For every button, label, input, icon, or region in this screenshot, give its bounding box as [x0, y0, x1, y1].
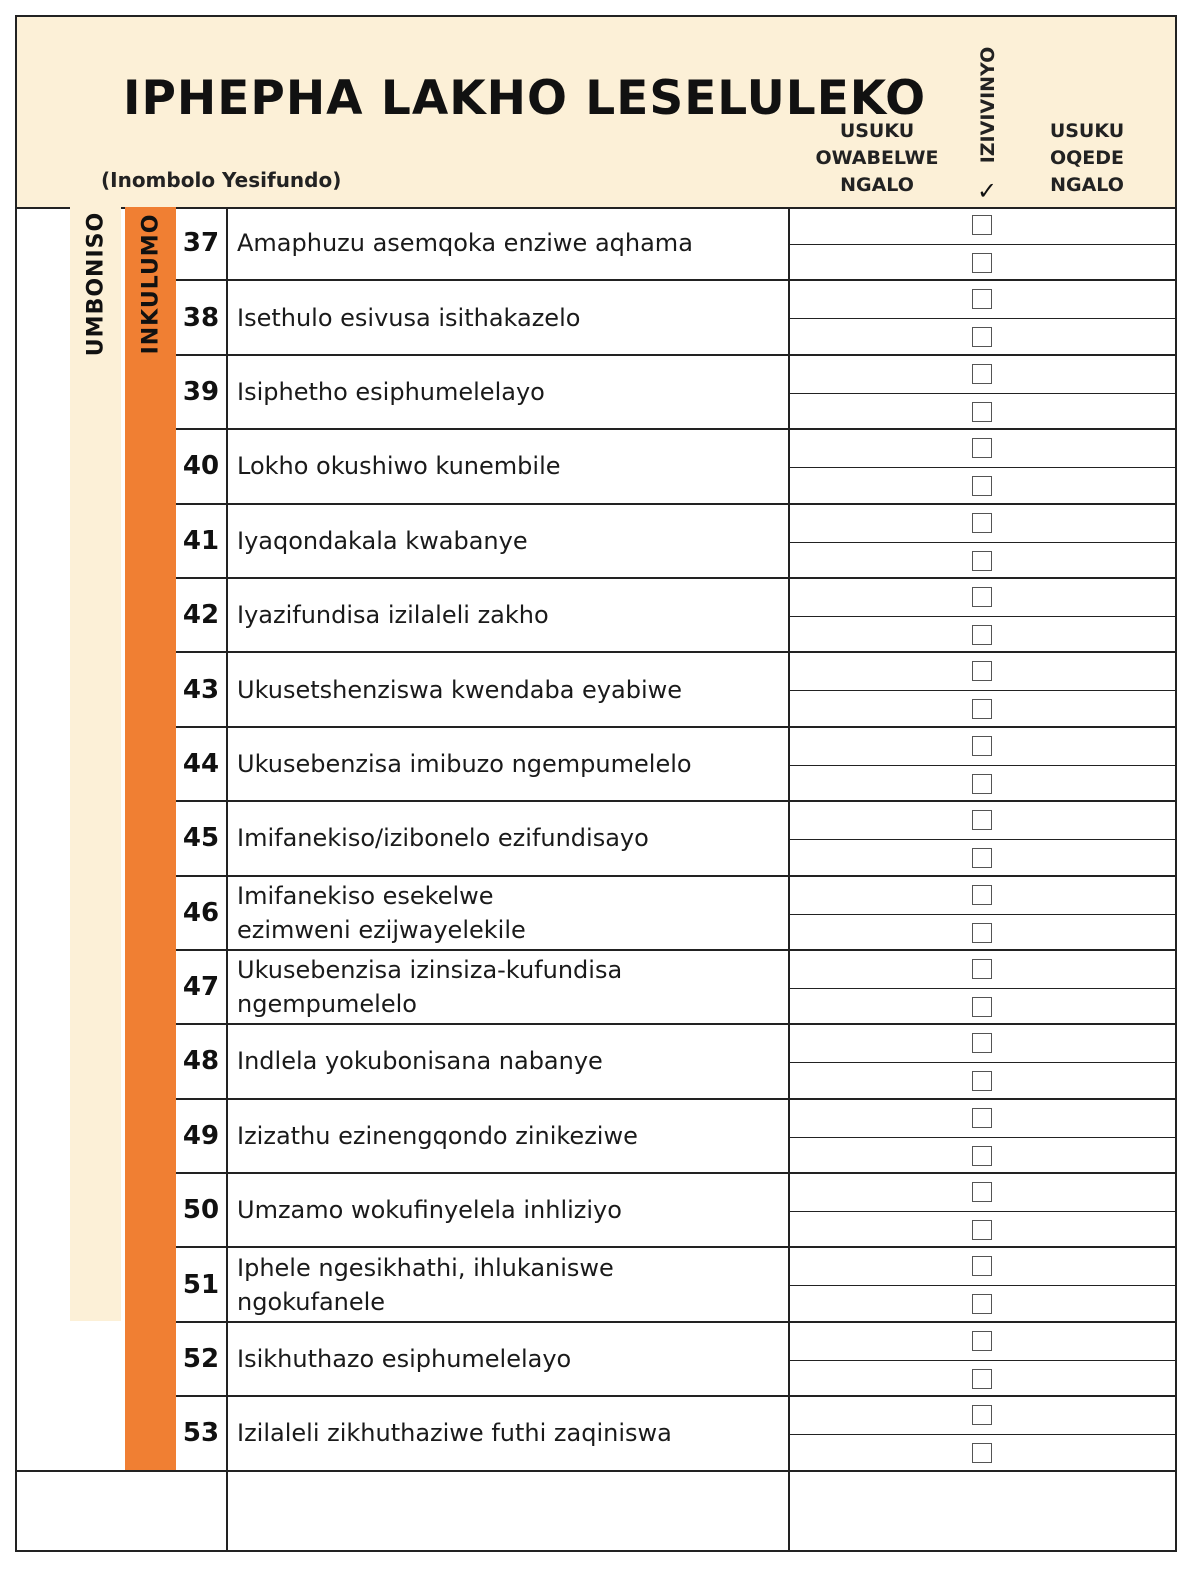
lesson-row [176, 430, 1175, 504]
lesson-title-text [237, 1044, 603, 1078]
column-header-exercises [973, 43, 1003, 205]
exercise-checkbox[interactable] [972, 289, 992, 309]
lesson-title-line: Iyaqondakala kwabanye [237, 526, 528, 555]
lesson-title [237, 951, 777, 1023]
lesson-title [237, 1323, 777, 1395]
form-header [17, 17, 1175, 209]
exercise-checkbox[interactable] [972, 1220, 992, 1240]
lesson-row [176, 1174, 1175, 1248]
exercise-checkbox[interactable] [972, 1071, 992, 1091]
exercise-checkbox[interactable] [972, 1443, 992, 1463]
exercise-checkbox[interactable] [972, 959, 992, 979]
lesson-title-text [237, 1193, 622, 1227]
lesson-title [237, 1174, 777, 1246]
exercise-checkbox[interactable] [972, 810, 992, 830]
lesson-title-line: ngempumelelo [237, 990, 417, 1019]
lesson-title-line: Iphele ngesikhathi, ihlukaniswe [237, 1253, 614, 1282]
exercise-checkbox[interactable] [972, 774, 992, 794]
lesson-title [237, 653, 777, 725]
lesson-title-text [237, 879, 526, 947]
row-split-line [790, 690, 1175, 691]
lesson-title [237, 207, 777, 279]
exercise-checkbox[interactable] [972, 1369, 992, 1389]
lesson-title [237, 281, 777, 353]
row-split-line [790, 393, 1175, 394]
lesson-title-line: Isiphetho esiphumelelayo [237, 377, 545, 406]
demonstration-band-label: UMBONISO [83, 211, 108, 357]
lesson-number: 48 [182, 1046, 220, 1077]
exercise-checkbox[interactable] [972, 736, 992, 756]
lesson-row [176, 356, 1175, 430]
lesson-title-line: Isethulo esivusa isithakazelo [237, 303, 581, 332]
lesson-title [237, 728, 777, 800]
lesson-row [176, 1100, 1175, 1174]
lesson-number: 40 [182, 451, 220, 482]
lesson-number: 39 [182, 376, 220, 407]
lesson-title-text [237, 449, 561, 483]
lesson-title-text [237, 747, 692, 781]
column-header-date-assigned-line: OWABELWE [815, 147, 939, 169]
exercise-checkbox[interactable] [972, 1108, 992, 1128]
exercise-checkbox[interactable] [972, 587, 992, 607]
lesson-row [176, 728, 1175, 802]
lesson-title-line: Imifanekiso esekelwe [237, 881, 494, 910]
row-split-line [790, 467, 1175, 468]
lesson-row [176, 207, 1175, 281]
row-split-line [790, 1434, 1175, 1435]
lesson-title [237, 356, 777, 428]
lesson-title [237, 1100, 777, 1172]
column-header-date-assigned-line: USUKU [839, 120, 915, 142]
exercise-checkbox[interactable] [972, 364, 992, 384]
lesson-title [237, 579, 777, 651]
lesson-title-text [237, 1251, 614, 1319]
lesson-title-text [237, 1119, 638, 1153]
row-split-line [790, 1137, 1175, 1138]
lesson-title-line: Umzamo wokufinyelela inhliziyo [237, 1196, 622, 1225]
lesson-title [237, 505, 777, 577]
lesson-number: 45 [182, 823, 220, 854]
demonstration-band [70, 207, 121, 1321]
lesson-number: 37 [182, 228, 220, 259]
talk-band [125, 207, 176, 1470]
talk-band-label: INKULUMO [138, 213, 163, 355]
lesson-row [176, 653, 1175, 727]
lesson-title-line: Imifanekiso/izibonelo ezifundisayo [237, 824, 649, 853]
lesson-title-text [237, 673, 682, 707]
exercise-checkbox[interactable] [972, 513, 992, 533]
exercise-checkbox[interactable] [972, 215, 992, 235]
lesson-number: 51 [182, 1269, 220, 1300]
lesson-row [176, 951, 1175, 1025]
exercise-checkbox[interactable] [972, 661, 992, 681]
exercise-checkbox[interactable] [972, 1146, 992, 1166]
row-split-line [790, 839, 1175, 840]
lesson-row [176, 877, 1175, 951]
counsel-form [15, 15, 1177, 1552]
exercise-checkbox[interactable] [972, 476, 992, 496]
lesson-title-line: Iyazifundisa izilaleli zakho [237, 601, 549, 630]
exercise-checkbox[interactable] [972, 1256, 992, 1276]
lesson-row [176, 1248, 1175, 1322]
form-title: IPHEPHA LAKHO LESELULEKO [123, 71, 927, 126]
exercise-checkbox[interactable] [972, 551, 992, 571]
lesson-title [237, 1025, 777, 1097]
lesson-title-text [237, 953, 622, 1021]
lesson-row [176, 281, 1175, 355]
lesson-number: 44 [182, 748, 220, 779]
lesson-title [237, 1248, 777, 1320]
column-header-date-completed-line: NGALO [1050, 174, 1124, 196]
lesson-title-line: Izizathu ezinengqondo zinikeziwe [237, 1121, 638, 1150]
row-split-line [790, 1062, 1175, 1063]
lesson-title-line: Isikhuthazo esiphumelelayo [237, 1345, 572, 1374]
lesson-title-text [237, 226, 693, 260]
lesson-title-line: ngokufanele [237, 1287, 386, 1316]
lesson-title-text [237, 821, 649, 855]
checkmark-icon: ✓ [977, 177, 998, 205]
column-header-exercises-label: IZIVIVINYO [977, 46, 999, 164]
lesson-title-line: Ukusebenzisa izinsiza-kufundisa [237, 956, 623, 985]
exercise-checkbox[interactable] [972, 327, 992, 347]
lesson-title-line: ezimweni ezijwayelekile [237, 915, 526, 944]
lesson-list [176, 207, 1175, 1472]
lesson-title [237, 430, 777, 502]
exercise-checkbox[interactable] [972, 402, 992, 422]
lesson-title-text [237, 598, 549, 632]
lesson-title [237, 1397, 777, 1469]
exercise-checkbox[interactable] [972, 625, 992, 645]
lesson-number: 49 [182, 1120, 220, 1151]
lesson-row [176, 1397, 1175, 1471]
column-header-date-assigned [802, 118, 952, 199]
row-split-line [790, 542, 1175, 543]
row-split-line [790, 914, 1175, 915]
lesson-row [176, 1025, 1175, 1099]
lesson-number: 43 [182, 674, 220, 705]
lesson-title-line: Amaphuzu asemqoka enziwe aqhama [237, 229, 693, 258]
row-split-line [790, 1285, 1175, 1286]
column-header-date-completed-line: OQEDE [1049, 147, 1125, 169]
lesson-row [176, 1323, 1175, 1397]
lesson-title-line: Indlela yokubonisana nabanye [237, 1047, 603, 1076]
exercise-checkbox[interactable] [972, 923, 992, 943]
row-split-line [790, 988, 1175, 989]
exercise-checkbox[interactable] [972, 997, 992, 1017]
exercise-checkbox[interactable] [972, 1331, 992, 1351]
table-bottom-rule [17, 1470, 1175, 1472]
lesson-number: 46 [182, 897, 220, 928]
lesson-number: 47 [182, 972, 220, 1003]
exercise-checkbox[interactable] [972, 1405, 992, 1425]
row-split-line [790, 318, 1175, 319]
exercise-checkbox[interactable] [972, 1033, 992, 1053]
column-divider [788, 207, 790, 1552]
column-header-date-assigned-line: NGALO [840, 174, 914, 196]
lesson-number: 50 [182, 1195, 220, 1226]
lesson-title-line: Ukusebenzisa imibuzo ngempumelelo [237, 749, 692, 778]
row-split-line [790, 1211, 1175, 1212]
exercise-checkbox[interactable] [972, 1182, 992, 1202]
exercise-checkbox[interactable] [972, 1294, 992, 1314]
lesson-row [176, 505, 1175, 579]
lesson-title-text [237, 1416, 672, 1450]
exercise-checkbox[interactable] [972, 848, 992, 868]
exercise-checkbox[interactable] [972, 885, 992, 905]
row-split-line [790, 765, 1175, 766]
row-split-line [790, 1360, 1175, 1361]
exercise-checkbox[interactable] [972, 253, 992, 273]
row-split-line [790, 616, 1175, 617]
row-split-line [790, 244, 1175, 245]
lesson-number: 42 [182, 600, 220, 631]
lesson-title-line: Izilaleli zikhuthaziwe futhi zaqiniswa [237, 1419, 672, 1448]
lesson-title-line: Lokho okushiwo kunembile [237, 452, 561, 481]
lesson-row [176, 579, 1175, 653]
lesson-row [176, 802, 1175, 876]
column-divider [226, 207, 228, 1552]
lesson-number: 52 [182, 1344, 220, 1375]
exercise-checkbox[interactable] [972, 699, 992, 719]
column-header-date-completed [1022, 118, 1152, 199]
lesson-number: 41 [182, 525, 220, 556]
lesson-title [237, 802, 777, 874]
form-subtitle: (Inombolo Yesifundo) [101, 168, 342, 192]
lesson-title-text [237, 375, 545, 409]
lesson-number: 53 [182, 1418, 220, 1449]
exercise-checkbox[interactable] [972, 438, 992, 458]
column-header-date-completed-line: USUKU [1049, 120, 1125, 142]
lesson-title-text [237, 301, 580, 335]
lesson-number: 38 [182, 302, 220, 333]
lesson-title-text [237, 524, 528, 558]
lesson-title-line: Ukusetshenziswa kwendaba eyabiwe [237, 675, 683, 704]
lesson-title [237, 877, 777, 949]
lesson-title-text [237, 1342, 571, 1376]
